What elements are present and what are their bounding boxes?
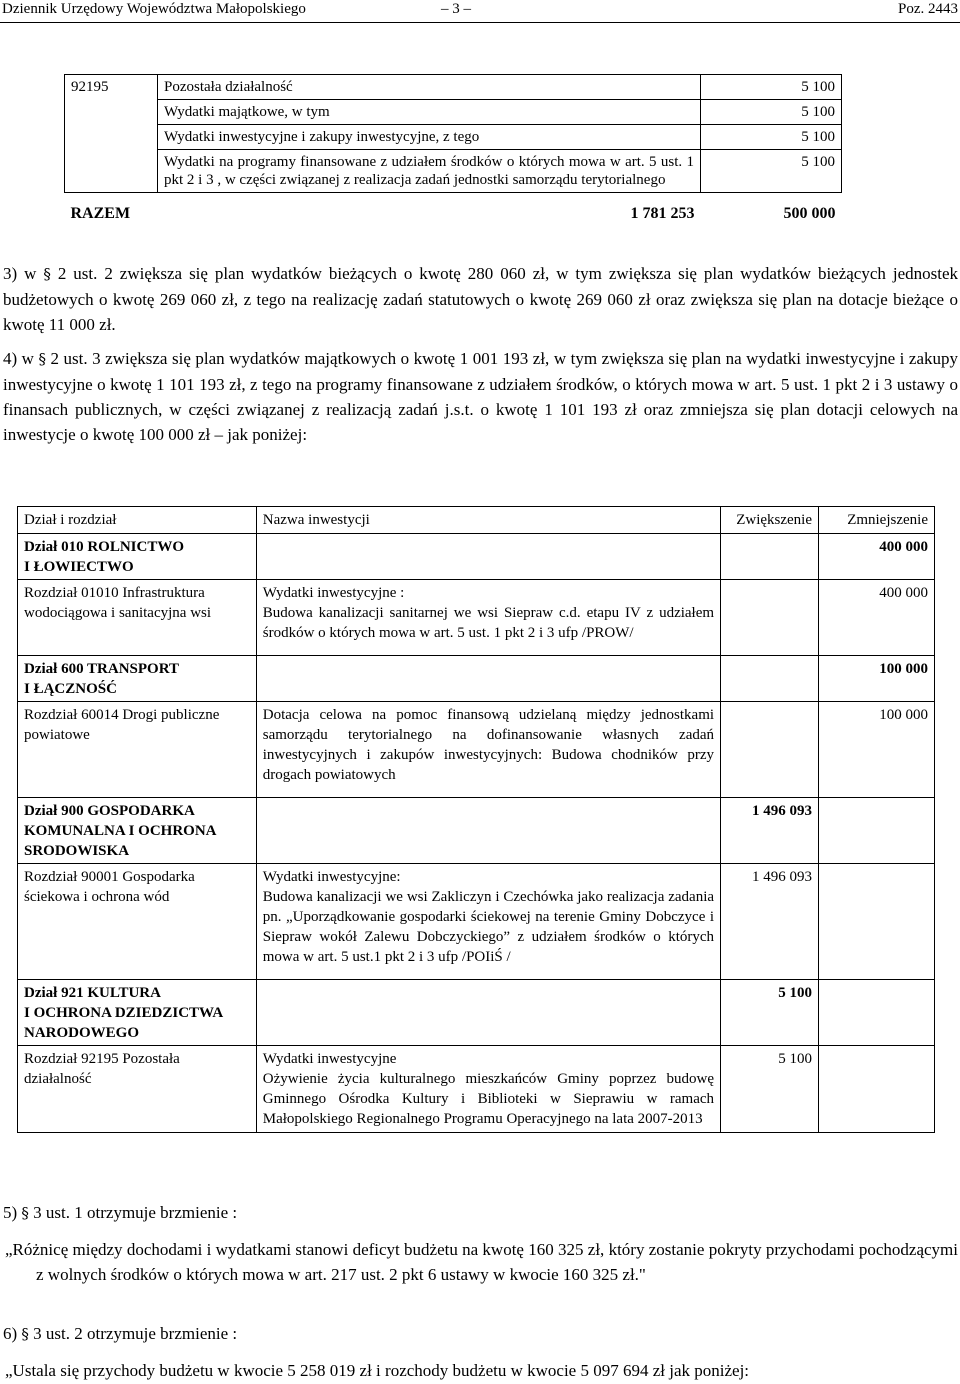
investment-name [256,534,720,580]
section-sign: § [21,1204,29,1222]
row-amount: 5 100 [701,75,842,100]
row-code [65,125,158,150]
row-description: Wydatki inwestycyjne i zakupy inwestycyjne, z tego [158,125,701,150]
decrease-amount: 400 000 [819,534,935,580]
table-row [65,100,842,125]
section-name: Dział 921 KULTURA I OCHRONA DZIEDZICTWA NARODOWEGO [18,980,257,1046]
row-description: Pozostała działalność [158,75,701,100]
paragraph-text: 2 ust. 3 zwiększa się plan wydatków majątkowych o kwotę 1 001 193 zł, w tym zwiększa się plan na wydatki inwestycyjne i zakupy inwestycyjne o kwotę 1 101 193 zł, z tego na programy finansowane z udziałem środków, o których mowa w art. 5 ust. 1 pkt 2 i 3 ustawy o finansach publicznych, w części związanej z realizacją zadań j.s.t. o kwotę 1 101 193 zł oraz zmniejsza się plan dotacji celowych na inwestycje o kwotę 100 000 zł – jak poniżej: [3,349,959,444]
page-number: – 3 – [441,1,471,17]
row-description: Wydatki majątkowe, w tym [158,100,701,125]
paragraph-6 [3,1321,958,1347]
paragraph-number: 4) w [3,349,34,368]
table-header-row [18,507,935,534]
paragraph-4 [3,346,958,447]
paragraph-5 [3,1200,958,1226]
paragraph-text: 3 ust. 2 otrzymuje brzmienie : [33,1324,238,1343]
section-name: Rozdział 92195 Pozostała działalność [18,1046,257,1133]
header-cell: Dział i rozdział [18,507,257,534]
paragraph-number: 3) w [3,264,37,283]
table-row [65,125,842,150]
table-row [18,864,935,980]
table-row [65,150,842,193]
quote-deficit: „Różnicę między dochodami i wydatkami stanowi deficyt budżetu na kwotę 160 325 zł, który zostanie pokryty przychodami pochodzącymi z wolnych środków o których mowa w art. 217 ust. 2 pkt 6 ustawy w kwocie 160 325 zł." [5,1240,958,1284]
investment-name: Wydatki inwestycyjne : Budowa kanalizacji sanitarnej we wsi Siepraw c.d. etapu IV z udziałem środków o których mowa w art. 5 ust. 1 pkt 2 i 3 ufp /PROW/ [256,580,720,656]
page-header [0,0,960,23]
section-name: Rozdział 90001 Gospodarka ściekowa i ochrona wód [18,864,257,980]
row-code [65,100,158,125]
investment-name: Dotacja celowa na pomoc finansową udzielaną między jednostkami samorządu terytorialnego na dofinansowanie własnych zadań inwestycyjnych i zakupów inwestycyjnych: Budowa chodników przy drogach powiatowych [256,702,720,798]
increase-amount [721,580,819,656]
table-row [18,798,935,864]
paragraph-number: 6) [3,1324,18,1343]
increase-amount: 5 100 [721,1046,819,1133]
journal-title: Dziennik Urzędowy Województwa Małopolskiego [2,1,306,17]
row-description: Wydatki na programy finansowane z udziałem środków o których mowa w art. 5 ust. 1 pkt 2 i 3 , w części związanej z realizacja zadań jednostki samorządu terytorialnego [158,150,701,193]
decrease-amount [819,1046,935,1133]
paragraph-number: 5) [3,1203,18,1222]
investment-name [256,980,720,1046]
decrease-amount [819,864,935,980]
expense-table-92195 [64,74,842,226]
paragraph-text: 3 ust. 1 otrzymuje brzmienie : [33,1203,238,1222]
increase-amount [721,534,819,580]
table-row [18,702,935,798]
paragraph-text: 2 ust. 2 zwiększa się plan wydatków bieżących o kwotę 280 060 zł, w tym zwiększa się plan wydatków bieżących jednostek budżetowych o kwotę 269 060 zł, z tego na realizację zadań statutowych o kwotę 269 060 zł oraz zwiększa się plan na dotacje bieżące o kwotę 11 000 zł. [3,264,959,334]
row-code [65,150,158,193]
section-name: Rozdział 60014 Drogi publiczne powiatowe [18,702,257,798]
header-cell: Zwiększenie [721,507,819,534]
position-number: Poz. 2443 [898,1,958,17]
increase-amount: 1 496 093 [721,798,819,864]
row-code: 92195 [65,75,158,100]
section-name: Dział 600 TRANSPORT I ŁĄCZNOŚĆ [18,656,257,702]
increase-amount: 5 100 [721,980,819,1046]
decrease-amount [819,798,935,864]
total-row [65,193,842,227]
table-row [65,75,842,100]
investment-name: Wydatki inwestycyjne Ożywienie życia kulturalnego mieszkańców Gminy poprzez budowę Gminnego Ośrodka Kultury i Biblioteki w Sieprawiu w ramach Małopolskiego Regionalnego Programu Operacyjnego na lata 2007-2013 [256,1046,720,1133]
increase-amount [721,702,819,798]
table-row [18,580,935,656]
row-amount: 5 100 [701,125,842,150]
section-sign: § [21,1325,29,1343]
quote-revenue: „Ustala się przychody budżetu w kwocie 5 258 019 zł i rozchody budżetu w kwocie 5 097 694 zł jak poniżej: [5,1361,750,1380]
table-row [18,534,935,580]
decrease-amount: 100 000 [819,656,935,702]
paragraph-3 [3,261,958,337]
total-increase: 1 781 253 [630,205,695,222]
investment-name [256,798,720,864]
decrease-amount: 400 000 [819,580,935,656]
section-sign: § [43,265,51,283]
row-amount: 5 100 [701,100,842,125]
decrease-amount [819,980,935,1046]
increase-amount: 1 496 093 [721,864,819,980]
total-label: RAZEM [70,205,131,222]
investment-name [256,656,720,702]
investment-table [17,506,935,1133]
decrease-amount: 100 000 [819,702,935,798]
total-decrease: 500 000 [783,205,836,222]
table-row [18,656,935,702]
row-amount: 5 100 [701,150,842,193]
section-name: Dział 010 ROLNICTWO I ŁOWIECTWO [18,534,257,580]
header-cell: Nazwa inwestycji [256,507,720,534]
header-cell: Zmniejszenie [819,507,935,534]
section-sign: § [38,350,46,368]
section-name: Dział 900 GOSPODARKA KOMUNALNA I OCHRONA SRODOWISKA [18,798,257,864]
table-row [18,1046,935,1133]
investment-name: Wydatki inwestycyjne: Budowa kanalizacji we wsi Zakliczyn i Czechówka jako realizacja zadania pn. „Uporządkowanie gospodarki ściekowej na terenie Gminy Dobczyce i Siepraw wokół Zalewu Dobczyckiego” z udziałem środków o których mowa w art. 5 ust.1 pkt 2 i 3 ufp /POIiŚ / [256,864,720,980]
section-name: Rozdział 01010 Infrastruktura wodociągowa i sanitacyjna wsi [18,580,257,656]
increase-amount [721,656,819,702]
table-row [18,980,935,1046]
